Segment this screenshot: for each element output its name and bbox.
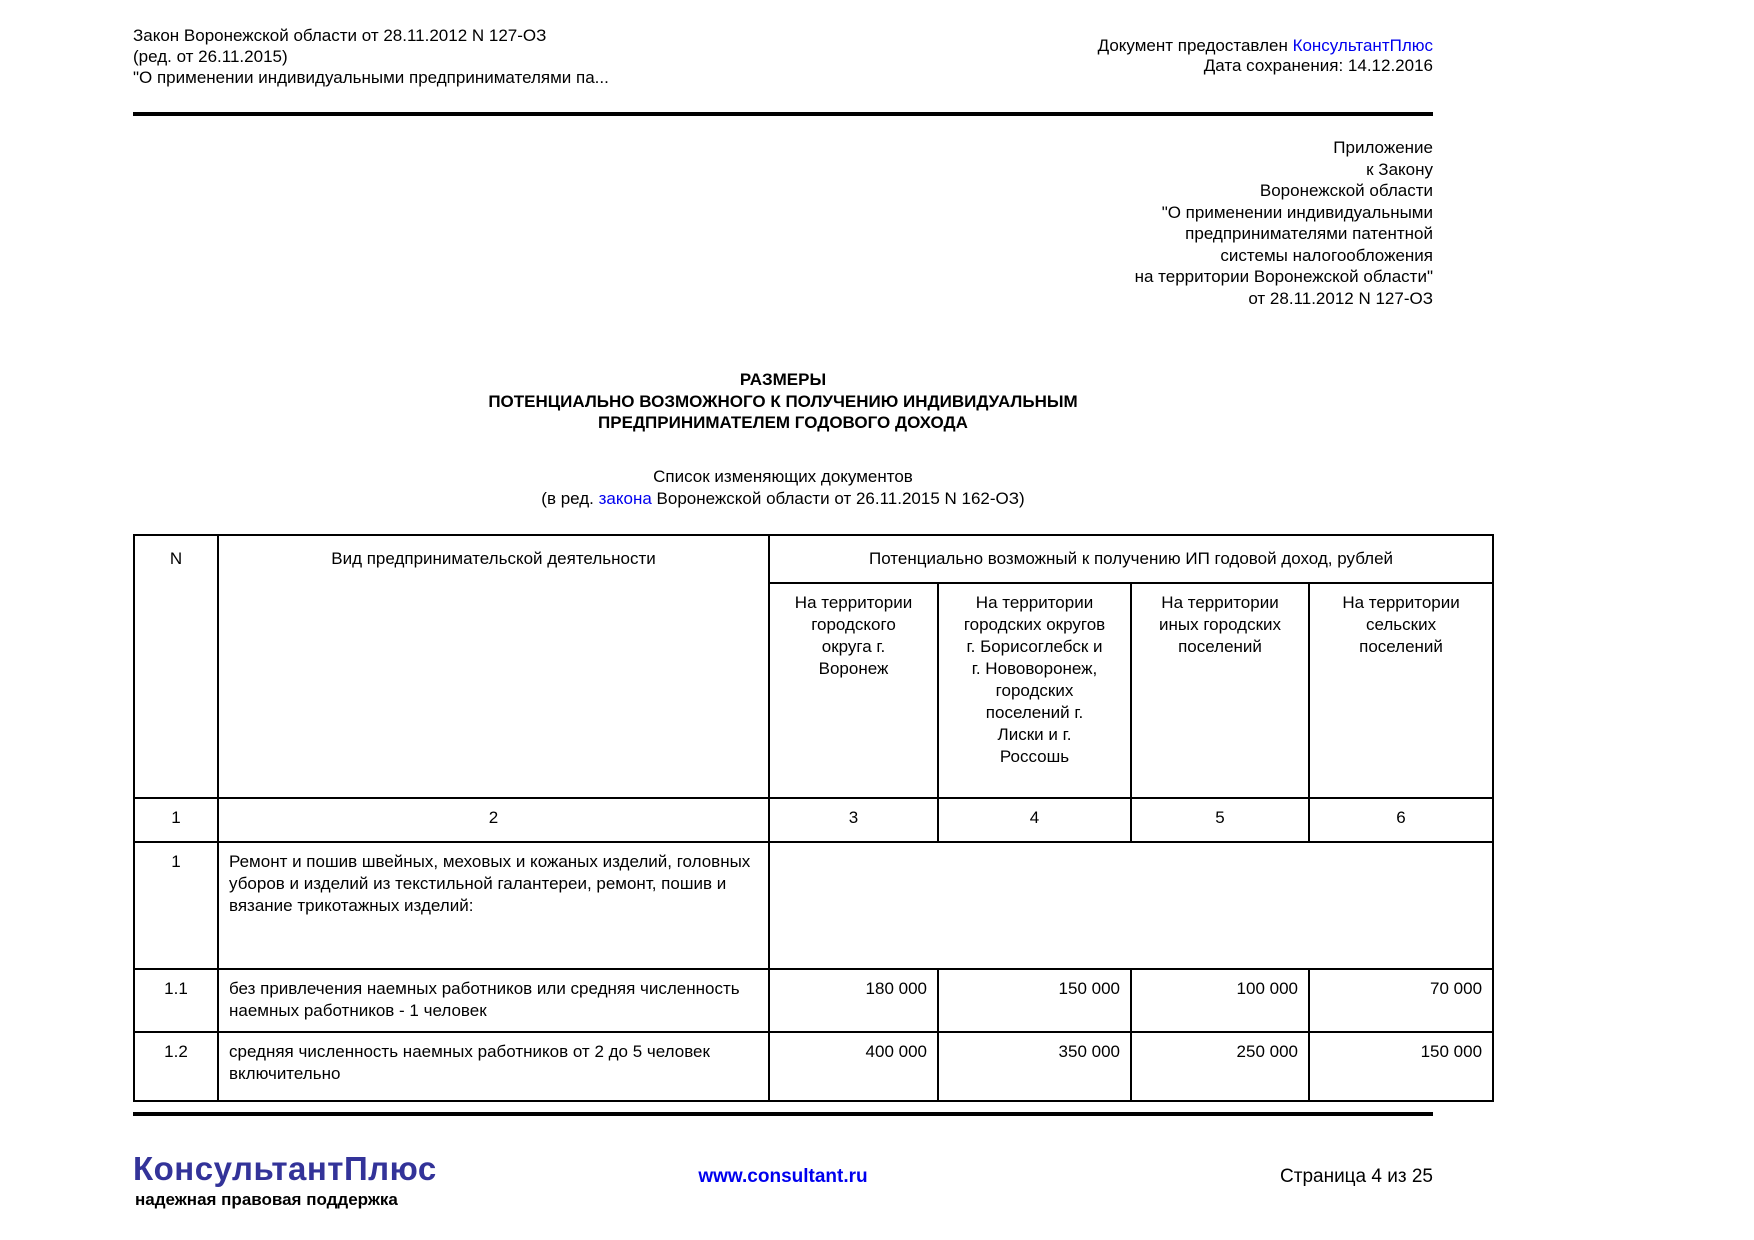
site-link-wrap: [133, 1166, 1433, 1188]
row-value: 150 000: [938, 969, 1131, 1032]
consultantplus-link[interactable]: КонсультантПлюс: [1292, 36, 1433, 55]
index-cell: 2: [218, 798, 769, 842]
table-row: [134, 969, 1493, 1032]
consultantplus-logo: КонсультантПлюс: [133, 1150, 437, 1187]
income-table: [133, 534, 1494, 1102]
index-cell: 1: [134, 798, 218, 842]
row-value: 250 000: [1131, 1032, 1309, 1101]
row-value: 150 000: [1309, 1032, 1493, 1101]
law-link[interactable]: закона: [598, 489, 652, 508]
consultant-site-link[interactable]: www.consultant.ru: [698, 1166, 868, 1187]
page-counter: Страница 4 из 25: [1280, 1166, 1433, 1187]
index-cell: 6: [1309, 798, 1493, 842]
row-number: 1.1: [134, 969, 218, 1032]
row-value: 400 000: [769, 1032, 938, 1101]
col-header-income-group: Потенциально возможный к получению ИП годовой доход, рублей: [769, 535, 1493, 583]
row-value: 100 000: [1131, 969, 1309, 1032]
logo-tagline: надежная правовая поддержка: [135, 1190, 398, 1209]
row-value: 70 000: [1309, 969, 1493, 1032]
table-header-row: [134, 535, 1493, 583]
edition-prefix: (в ред.: [541, 489, 599, 508]
document-provider-block: [1098, 36, 1433, 76]
row-value: 350 000: [938, 1032, 1131, 1101]
amending-documents-caption: Список изменяющих документов: [653, 467, 913, 486]
row-number: 1: [134, 842, 218, 969]
col-header-other-urban: На территории иных городских поселений: [1131, 583, 1309, 798]
index-cell: 5: [1131, 798, 1309, 842]
row-value: 180 000: [769, 969, 938, 1032]
provided-by-text: Документ предоставлен: [1097, 36, 1293, 55]
col-header-activity: Вид предпринимательской деятельности: [218, 535, 769, 798]
table-row: [134, 842, 1493, 969]
col-header-borisoglebsk: На территории городских округов г. Борисоглебск и г. Нововоронеж, городских поселений г. Лиски и г. Россошь: [938, 583, 1131, 798]
amending-documents-edition: [133, 488, 1433, 510]
row-activity: без привлечения наемных работников или средняя численность наемных работников - 1 человек: [218, 969, 769, 1032]
amending-documents-block: [133, 466, 1433, 510]
document-title: РАЗМЕРЫ ПОТЕНЦИАЛЬНО ВОЗМОЖНОГО К ПОЛУЧЕНИЮ ИНДИВИДУАЛЬНЫМ ПРЕДПРИНИМАТЕЛЕМ ГОДОВОГО ДОХОДА: [488, 370, 1078, 432]
row-values-merged-empty: [769, 842, 1493, 969]
top-divider: [133, 112, 1433, 116]
row-activity: Ремонт и пошив швейных, меховых и кожаных изделий, головных уборов и изделий из текстильной галантереи, ремонт, пошив и вязание трикотажных изделий:: [218, 842, 769, 969]
row-number: 1.2: [134, 1032, 218, 1101]
document-header-title: Закон Воронежской области от 28.11.2012 N 127-ОЗ (ред. от 26.11.2015) "О применении индивидуальными предпринимателями па...: [133, 26, 609, 87]
provided-by-line: [1098, 36, 1433, 56]
index-cell: 4: [938, 798, 1131, 842]
row-activity: средняя численность наемных работников от 2 до 5 человек включительно: [218, 1032, 769, 1101]
appendix-reference: Приложение к Закону Воронежской области "О применении индивидуальными предпринимателями патентной системы налогообложения на территории Воронежской области" от 28.11.2012 N 127-ОЗ: [1134, 138, 1433, 308]
col-header-n: N: [134, 535, 218, 798]
index-cell: 3: [769, 798, 938, 842]
save-date: Дата сохранения: 14.12.2016: [1203, 56, 1433, 75]
edition-suffix: Воронежской области от 26.11.2015 N 162-ОЗ): [651, 489, 1025, 508]
col-header-voronezh: На территории городского округа г. Воронеж: [769, 583, 938, 798]
bottom-divider: [133, 1112, 1433, 1116]
table-row: [134, 1032, 1493, 1101]
col-header-rural: На территории сельских поселений: [1309, 583, 1493, 798]
table-index-row: [134, 798, 1493, 842]
